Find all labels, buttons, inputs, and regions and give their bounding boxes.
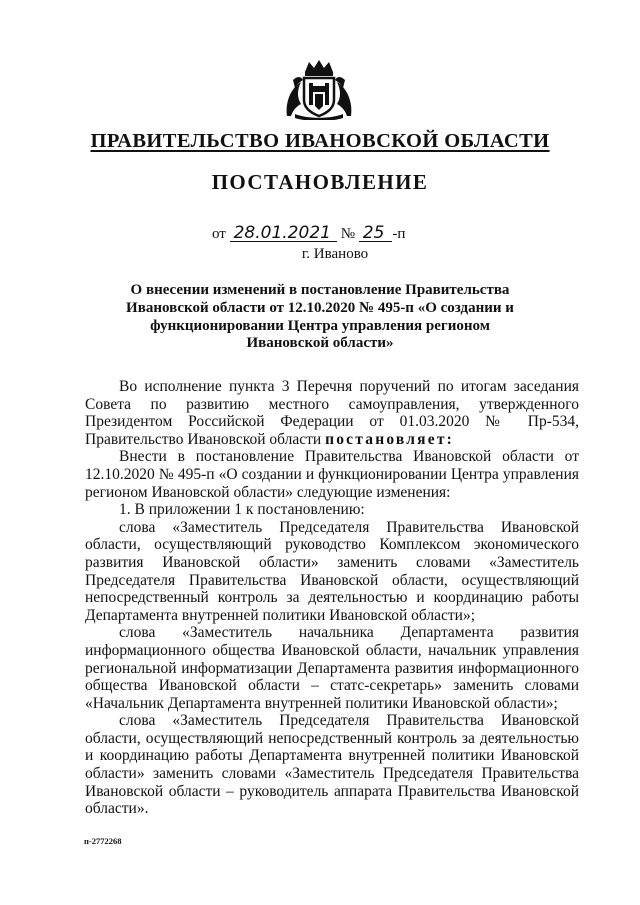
date-prefix: от — [212, 226, 226, 242]
document-date: 28.01.2021 — [230, 226, 337, 242]
document-type: ПОСТАНОВЛЕНИЕ — [211, 170, 429, 194]
paragraph-text: Во исполнение пункта 3 Перечня поручений по итогам заседания Совета по развитию местного самоуправления, утвержденного Президентом Российской Федерации от 01.03.2020 № Пр-534, Правительство Ивановской области — [85, 378, 579, 448]
ivanovo-coat-of-arms-icon — [283, 58, 355, 120]
document-number: 25 — [359, 226, 393, 242]
document-subject: О внесении изменений в постановление Правительства Ивановской области от 12.10.2020 № 495-п «О создании и функционировании Центра управления регионом Ивановской области» — [126, 282, 514, 352]
organization-title: ПРАВИТЕЛЬСТВО ИВАНОВСКОЙ ОБЛАСТИ — [90, 130, 550, 152]
footer-code: п-2772268 — [84, 836, 122, 846]
document-body — [85, 378, 579, 818]
paragraph: Внести в постановление Правительства Ивановской области от 12.10.2020 № 495-п «О создании и функционировании Центра управления регионом Ивановской области» следующие изменения: — [85, 448, 579, 501]
date-number-line — [212, 223, 406, 243]
paragraph: 1. В приложении 1 к постановлению: — [119, 501, 365, 519]
paragraph — [85, 378, 579, 448]
resolution-keyword: постановляет: — [325, 430, 454, 448]
paragraph: слова «Заместитель Председателя Правительства Ивановской области, осуществляющий непосредственный контроль за деятельностью и координацию работы Департамента внутренней политики Ивановской области» заменить словами «Заместитель Председателя Правительства Ивановской области – руководитель аппарата Правительства Ивановской области». — [85, 712, 579, 818]
paragraph: слова «Заместитель начальника Департамента развития информационного общества Ивановской области, начальник управления региональной информатизации Департамента развития информационного общества Ивановской области – статс-секретарь» заменить словами «Начальник Департамента внутренней политики Ивановской области»; — [85, 624, 579, 712]
city: г. Иваново — [301, 246, 369, 262]
number-sign: № — [340, 226, 356, 242]
paragraph: слова «Заместитель Председателя Правительства Ивановской области, осуществляющий руководство Комплексом экономического развития Ивановской области» заменить словами «Заместитель Председателя Правительства Ивановской области, осуществляющий непосредственный контроль за деятельностью и координацию работы Департамента внутренней политики Ивановской области»; — [85, 518, 579, 624]
number-suffix: -п — [392, 226, 406, 242]
